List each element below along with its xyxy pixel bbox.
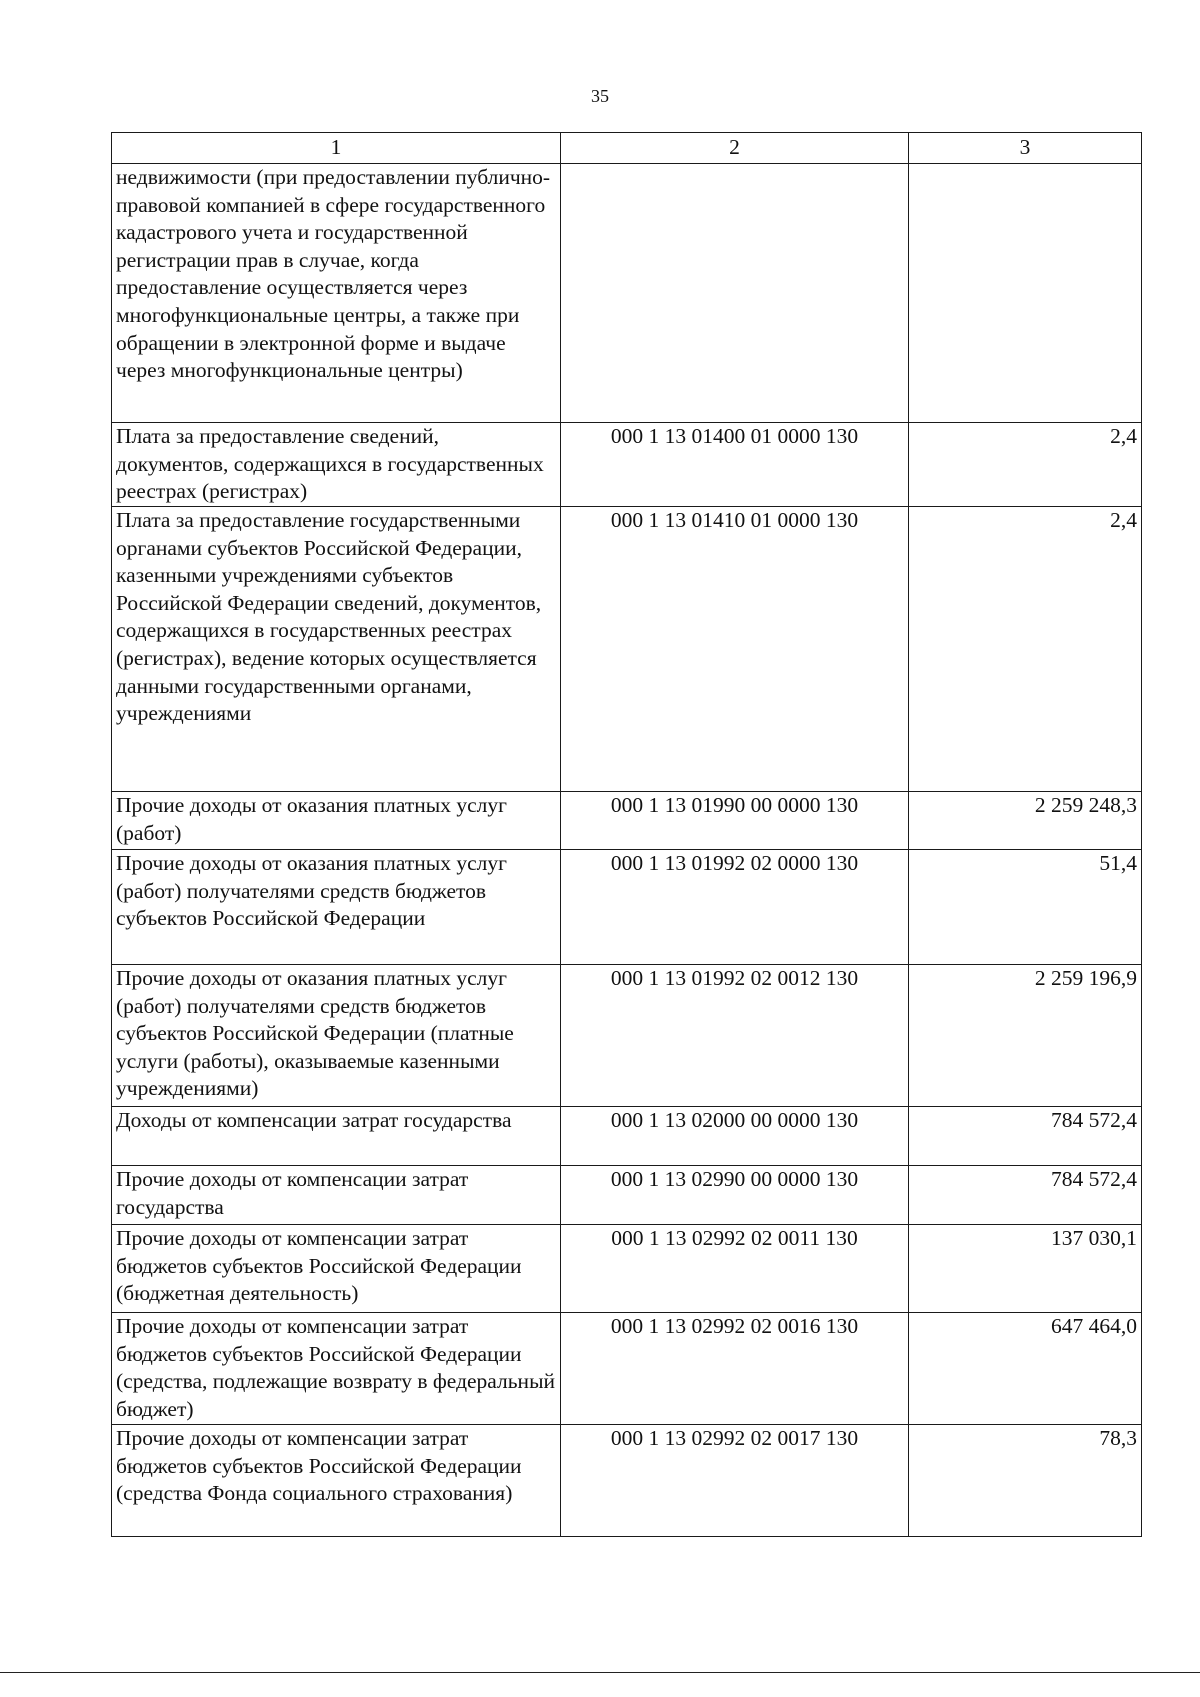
table-row (112, 965, 1142, 1107)
row-amount: 78,3 (909, 1425, 1142, 1537)
row-code: 000 1 13 01400 01 0000 130 (561, 423, 909, 507)
table-row (112, 1107, 1142, 1166)
table-row (112, 1166, 1142, 1225)
revenue-table (111, 132, 1142, 1537)
table-row (112, 1313, 1142, 1425)
bottom-scan-rule (0, 1672, 1200, 1673)
table-body (112, 164, 1142, 1537)
row-name: Прочие доходы от компенсации затрат государства (112, 1166, 561, 1225)
row-amount: 2,4 (909, 423, 1142, 507)
page-number: 35 (591, 86, 609, 106)
row-name: Прочие доходы от оказания платных услуг (работ) получателями средств бюджетов субъектов Российской Федерации (платные услуги (работы), оказываемые казенными учреждениями) (112, 965, 561, 1107)
row-code: 000 1 13 01992 02 0000 130 (561, 850, 909, 965)
header-row (112, 133, 1142, 164)
row-amount: 647 464,0 (909, 1313, 1142, 1425)
table-row (112, 1225, 1142, 1313)
row-amount: 784 572,4 (909, 1107, 1142, 1166)
table-header (112, 133, 1142, 164)
header-col-2: 2 (561, 133, 909, 164)
row-amount: 51,4 (909, 850, 1142, 965)
row-code: 000 1 13 01990 00 0000 130 (561, 792, 909, 850)
row-name: недвижимости (при предоставлении публично-правовой компанией в сфере государственного кадастрового учета и государственной регистрации прав в случае, когда предоставление осуществляется через многофункциональные центры, а также при обращении в электронной форме и выдаче через многофункциональные центры) (112, 164, 561, 423)
row-name: Прочие доходы от компенсации затрат бюджетов субъектов Российской Федерации (средства Фонда социального страхования) (112, 1425, 561, 1537)
row-name: Плата за предоставление государственными органами субъектов Российской Федерации, казенными учреждениями субъектов Российской Федерации сведений, документов, содержащихся в государственных реестрах (регистрах), ведение которых осуществляется данными государственными органами, учреждениями (112, 507, 561, 792)
row-code: 000 1 13 02992 02 0011 130 (561, 1225, 909, 1313)
table-row (112, 423, 1142, 507)
row-code (561, 164, 909, 423)
row-name: Прочие доходы от компенсации затрат бюджетов субъектов Российской Федерации (бюджетная деятельность) (112, 1225, 561, 1313)
table-row (112, 507, 1142, 792)
row-amount: 137 030,1 (909, 1225, 1142, 1313)
row-code: 000 1 13 02990 00 0000 130 (561, 1166, 909, 1225)
row-name: Прочие доходы от оказания платных услуг (работ) (112, 792, 561, 850)
row-amount: 784 572,4 (909, 1166, 1142, 1225)
row-code: 000 1 13 02000 00 0000 130 (561, 1107, 909, 1166)
table-row (112, 792, 1142, 850)
row-amount: 2,4 (909, 507, 1142, 792)
header-col-3: 3 (909, 133, 1142, 164)
header-col-1: 1 (112, 133, 561, 164)
row-name: Прочие доходы от оказания платных услуг (работ) получателями средств бюджетов субъектов Российской Федерации (112, 850, 561, 965)
row-amount: 2 259 196,9 (909, 965, 1142, 1107)
row-code: 000 1 13 01410 01 0000 130 (561, 507, 909, 792)
row-name: Плата за предоставление сведений, документов, содержащихся в государственных реестрах (регистрах) (112, 423, 561, 507)
row-code: 000 1 13 02992 02 0016 130 (561, 1313, 909, 1425)
table-row (112, 164, 1142, 423)
row-name: Прочие доходы от компенсации затрат бюджетов субъектов Российской Федерации (средства, подлежащие возврату в федеральный бюджет) (112, 1313, 561, 1425)
row-name: Доходы от компенсации затрат государства (112, 1107, 561, 1166)
row-amount: 2 259 248,3 (909, 792, 1142, 850)
row-amount (909, 164, 1142, 423)
table-row (112, 850, 1142, 965)
row-code: 000 1 13 02992 02 0017 130 (561, 1425, 909, 1537)
row-code: 000 1 13 01992 02 0012 130 (561, 965, 909, 1107)
table-row (112, 1425, 1142, 1537)
